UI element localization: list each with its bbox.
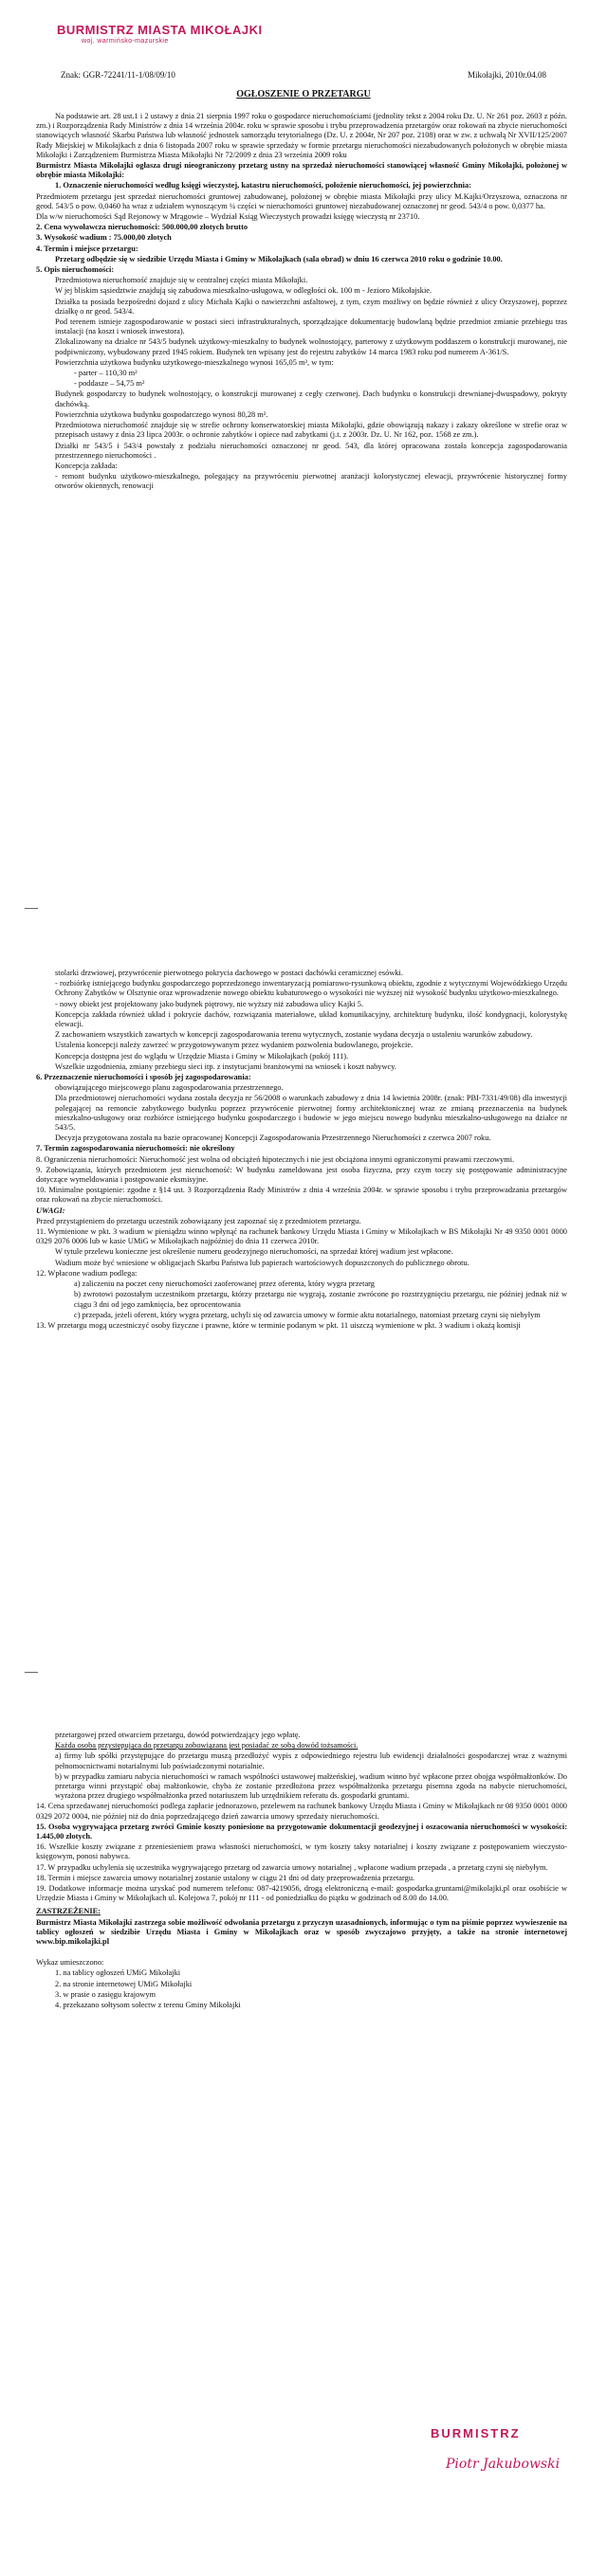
- zastrzezenie-heading: ZASTRZEŻENIE:: [36, 1907, 101, 1916]
- section-5-b: W jej bliskim sąsiedztwie znajdują się zabudowa mieszkalno-usługowa, w odległości ok. 100 m - Jezioro Mikołajskie.: [55, 286, 432, 296]
- p3-b: Każda osoba przystępująca do przetargu zobowiązana jest posiadać ze sobą dowód tożsamości.: [55, 1741, 359, 1751]
- section-15: 15. Osoba wygrywająca przetarg zwróci Gminie koszty poniesione na przygotowanie dokumentacji geodezyjnej i oszacowania nieruchomości w wysokości: 1.445,00 złotych.: [36, 1822, 567, 1841]
- section-5-d: Pod terenem istnieje zagospodarowanie w postaci sieci infrastrukturalnych, sporządzające dokumentację budowlaną będzie przedmiot zmianie przebiegu tras instalacji (na koszt i wniosek inwestora).: [55, 317, 567, 336]
- p3-c: a) firmy lub spółki przystępujące do przetargu muszą przedłożyć wypis z odpowiedniego rejestru lub ewidencji działalności gospodarczej wraz z ważnymi pełnomocnictwami notarialnymi lub poświadczonymi notarialnie.: [55, 1751, 567, 1770]
- section-1-heading: 1. Oznaczenie nieruchomości według księgi wieczystej, katastru nieruchomości, położenie nieruchomości, jej powierzchnia:: [55, 181, 471, 190]
- wykaz-item-3: 3. w prasie o zasięgu krajowym: [55, 1989, 156, 1999]
- section-6-a: obowiązującego miejscowego planu zagospodarowania przestrzennego.: [55, 1083, 284, 1093]
- wykaz-item-4: 4. przekazano sołtysom sołectw z terenu Gminy Mikołajki: [55, 2001, 241, 2010]
- burmistrz-stamp: BURMISTRZ: [431, 2426, 521, 2440]
- section-11-b: W tytule przelewu konieczne jest określenie numeru geodezyjnego nieruchomości, na sprzedaż której wadium jest wpłacone.: [55, 1247, 453, 1257]
- wykaz-item-1: 1. na tablicy ogłoszeń UMiG Mikołajki: [55, 1968, 181, 1978]
- page-edge-mark: [25, 908, 38, 909]
- letterhead-subtitle: woj. warmińsko-mazurskie: [82, 38, 169, 45]
- section-18: 18. Termin i miejsce zawarcia umowy notarialnej zostanie ustalony w ciągu 21 dni od daty przeprowadzenia przetargu.: [36, 1873, 415, 1882]
- page3-body: [36, 1731, 567, 2011]
- section-5-i: Budynek gospodarczy to budynek wolnostojący, o konstrukcji murowanej z cegły czerwonej. Dach budynku o konstrukcji drewnianej-dwuspadowy, pokryty dachówką.: [55, 390, 567, 408]
- section-9: 9. Zobowiązania, których przedmiotem jest nieruchomość: W budynku zameldowana jest osoba fizyczna, przy czym toczy się postępowanie administracyjne dotyczące wymeldowania i postępowanie eksmisyjne.: [36, 1165, 567, 1185]
- section-5-c: Działka ta posiada bezpośredni dojazd z ulicy Michała Kajki o nawierzchni asfaltowej, z tym, czym możliwy on będzie również z ulicy Orzyszowej, poprzez działkę o nr geod. 543/4.: [55, 297, 567, 316]
- section-1-kw: Dla w/w nieruchomości Sąd Rejonowy w Mrągowie – Wydział Ksiąg Wieczystych prowadzi księgę wieczystą nr 23710.: [36, 212, 420, 222]
- section-17: 17. W przypadku uchylenia się uczestnika wygrywającego przetarg od zawarcia umowy notarialnej , wpłacone wadium przepada , a przetarg czyni się niebyłym.: [36, 1862, 548, 1872]
- section-19: 19. Dodatkowe informacje można uzyskać pod numerem telefonu: 087-4219056, drogą elektroniczną e-mail: gospodarka.gruntami@mikolajki.pl oraz osobiście w Urzędzie Miasta i Gminy w Mikołajkach ul. Kolejowa 7, pokój nr 111 - od poniedziałku do piątku w godzinach od 8.00 do 14.00.: [36, 1884, 567, 1903]
- section-14: 14. Cena sprzedawanej nieruchomości podlega zapłacie jednorazowo, przelewem na rachunek bankowy Urzędu Miasta i Gminy w Mikołajkach nr 08 9350 0001 0000 0329 2072 0004, nie później niż do dnia poprzedzającego dzień zawarcia umowy sprzedaży nieruchomości.: [36, 1802, 567, 1821]
- handwritten-signature: Piotr Jakubowski: [446, 2457, 561, 2472]
- p2-e: Z zachowaniem wszystkich zawartych w koncepcji zagospodarowania terenu wytycznych, zostanie wydana decyzja o ustaleniu warunków zabudowy.: [55, 1030, 533, 1040]
- section-6-c: Decyzja przygotowana została na bazie opracowanej Koncepcji Zagospodarowania Przestrzennego Nieruchomości z czerwca 2007 roku.: [55, 1134, 491, 1143]
- section-5-g: - parter – 110,30 m²: [74, 369, 138, 378]
- document-page-2: [0, 881, 607, 1668]
- page1-body: [36, 112, 567, 493]
- p3-d: b) w przypadku zamiaru nabycia nieruchomości w ramach wspólności ustawowej małżeńskiej, wadium winno być wpłacone przez obojga współmałżonków. Do przetargu winni przystąpić obaj małżonkowie, chyba że zostanie przedłożona przez współmałżonka przetargu pisemna zgoda na nabycie nieruchomości, wyrażona przez drugiego współmałżonka przed notariuszem lub urzędnikiem referatu ds. gospodarki gruntami.: [55, 1771, 567, 1801]
- section-5-n: - remont budynku użytkowo-mieszkalnego, polegający na przywróceniu pierwotnej aranżacji kolorystycznej elewacji, przywrócenie historycznej formy otworów okiennych, renowacji: [55, 472, 567, 491]
- p2-c: - nowy obiekt jest projektowany jako budynek piętrowy, nie wyższy niż zabudowa ulicy Kajki 5.: [55, 999, 364, 1008]
- section-5-heading: 5. Opis nieruchomości:: [36, 265, 115, 275]
- p2-d: Koncepcja zakłada również układ i pokrycie dachów, rozwiązania materiałowe, układ komunikacyjny, architekturę budynku, ilość kondygnacji, kolorystykę elewacji.: [55, 1009, 567, 1029]
- section-6-heading: 6. Przeznaczenie nieruchomości i sposób jej zagospodarowania:: [36, 1073, 251, 1082]
- p2-b: - rozbiórkę istniejącego budynku gospodarczego poprzedzonego inwentaryzacją pomiarowo-rysunkową obiektu, zgodnie z wytycznymi Wojewódzkiego Urzędu Ochrony Zabytków w Olsztynie oraz wprowadzenie nowego obiektu kubaturowego o wysokości nie wyższej niż wysokość budynku użytkowo-mieszkalnego.: [55, 979, 567, 998]
- section-3: 3. Wysokość wadium : 75.000,00 złotych: [36, 233, 172, 243]
- p2-h: Wszelkie uzgodnienia, zmiany przebiegu sieci itp. z instytucjami branżowymi na wniosek i koszt nabywcy.: [55, 1061, 396, 1071]
- zastrzezenie-body: Burmistrz Miasta Mikołajki zastrzega sobie możliwość odwołania przetargu z przyczyn uzasadnionych, informując o tym na piśmie poprzez wywieszenie na tablicy ogłoszeń w siedzibie Urzędu Miasta i Gminy w Mikołajkach oraz w sposób zwyczajowo przyjęty, a także na stronie internetowej www.bip.mikolajki.pl: [36, 1917, 567, 1947]
- section-12: 12. Wpłacone wadium podlega:: [36, 1268, 138, 1278]
- p3-a: przetargowej przed otwarciem przetargu, dowód potwierdzający jego wpłatę.: [55, 1731, 301, 1739]
- section-5-f: Powierzchnia użytkowa budynku użytkowego-mieszkalnego wynosi 165,05 m², w tym:: [55, 357, 334, 367]
- page2-body: [36, 969, 567, 1332]
- section-12-a: a) zaliczeniu na poczet ceny nieruchomości zaoferowanej przez oferenta, który wygra przetarg: [74, 1279, 375, 1289]
- reference-line: [61, 70, 546, 80]
- letterhead-title: BURMISTRZ MIASTA MIKOŁAJKI: [57, 23, 263, 37]
- announcement: Burmistrz Miasta Mikołajki ogłasza drugi nieograniczony przetarg ustny na sprzedaż nieruchomości stanowiącej własność Gminy Mikołajki, położonej w obrębie miasta Mikołajki:: [36, 161, 567, 180]
- section-10: 10. Minimalne postąpienie: zgodne z §14 ust. 3 Rozporządzenia Rady Ministrów z dnia 4 września 2004r. w sprawie sposobu i trybu przeprowadzania przetargów oraz rokowań na zbycie nieruchomości.: [36, 1186, 567, 1205]
- wykaz-item-2: 2. na stronie internetowej UMiG Mikołajki: [55, 1979, 193, 1988]
- wykaz-heading: Wykaz umieszczono:: [36, 1958, 104, 1968]
- section-8: 8. Ograniczenia nieruchomości: Nieruchomość jest wolna od obciążeń hipotecznych i nie jest obciążona innymi ograniczonymi prawami rzeczowymi.: [36, 1154, 515, 1164]
- section-5-h: - poddasze – 54,75 m²: [74, 379, 145, 389]
- section-7: 7. Termin zagospodarowania nieruchomości: nie określony: [36, 1144, 235, 1153]
- section-12-c: c) przepada, jeżeli oferent, który wygra przetarg, uchyli się od zawarcia umowy w formie aktu notarialnego, natomiast przetarg czyni się niebyłym: [74, 1310, 541, 1319]
- section-4-heading: 4. Termin i miejsce przetargu:: [36, 244, 138, 253]
- intro-paragraph: Na podstawie art. 28 ust.1 i 2 ustawy z dnia 21 sierpnia 1997 roku o gospodarce nieruchomościami (jednolity tekst z 2004 roku Dz. U. Nr 261 poz. 2603 z późn. zm.) i Rozporządzenia Rady Ministrów z dnia 14 września 2004r. roku w sprawie sposobu i trybu przeprowadzenia przetargów oraz rokowań na zbycie nieruchomości stanowiących własność Skarbu Państwa lub własność jednostek samorządu terytorialnego (Dz. U. z 2004r, Nr 207 poz. 2108) oraz w zw. z uchwałą Nr XVII/125/2007 Rady Miejskiej w Mikołajkach z dnia 6 listopada 2007 roku w sprawie sprzedaży w formie przetargu nieruchomości niezabudowanych położonych w obrębie miasta Mikołajki i Zarządzeniem Burmistrza Miasta Mikołajki Nr 72/2009 z dnia 23 września 2009 roku: [36, 112, 567, 159]
- document-title: OGŁOSZENIE O PRZETARGU: [236, 89, 371, 100]
- section-5-a: Przedmiotowa nieruchomość znajduje się w centralnej części miasta Mikołajki.: [55, 276, 308, 285]
- section-5-j: Powierzchnia użytkowa budynku gospodarczego wynosi 80,28 m².: [55, 409, 268, 419]
- section-6-b: Dla przedmiotowej nieruchomości wydana została decyzja nr 56/2008 o warunkach zabudowy z dnia 14 kwietnia 2008r. (znak: PBI-7331/49/08) dla inwestycji polegającej na remoncie zabytkowego budynku poprzez przywrócenie pierwotnej formy architektonicznej wraz ze zmianą przeznaczenia na budynek mieszkalno-usługowy oraz rozbiórce istniejącego budynku gospodarczego i budowie w jego miejscu nowego budynku mieszkalno-usługowego na działce nr 543/5.: [55, 1094, 567, 1133]
- place-date: Mikołajki, 2010r.04.08: [468, 70, 546, 80]
- p2-a: stolarki drzwiowej, przywrócenie pierwotnego pokrycia dachowego w postaci dachówki ceramicznej esówki.: [55, 969, 403, 977]
- section-11: 11. Wymienione w pkt. 3 wadium w pieniądzu winno wpłynąć na rachunek bankowy Urzędu Miasta i Gminy w Mikołajkach w BS Mikołajki Nr 49 9350 0001 0000 0329 2076 0006 lub w kasie UMiG w Mikołajkach najpóźniej do dnia 11 czerwca 2010r.: [36, 1227, 567, 1246]
- section-4-body: Przetarg odbędzie się w siedzibie Urzędu Miasta i Gminy w Mikołajkach (sala obrad) w dniu 16 czerwca 2010 roku o godzinie 10.00.: [55, 254, 503, 263]
- p2-g: Koncepcja dostępna jest do wglądu w Urzędzie Miasta i Gminy w Mikołajkach (pokój 111).: [55, 1051, 349, 1061]
- reference-number: Znak: GGR-72241/11-1/08/09/10: [61, 70, 175, 80]
- uwagi-a: Przed przystąpieniem do przetargu uczestnik zobowiązany jest zapoznać się z przedmiotem przetargu.: [36, 1216, 361, 1225]
- section-16: 16. Wszelkie koszty związane z przeniesieniem prawa własności nieruchomości, w tym koszty taksy notarialnej i koszty związane z postępowaniem wieczysto-księgowym, ponosi nabywca.: [36, 1842, 567, 1861]
- section-5-l: Działki nr 543/5 i 543/4 powstały z podziału nieruchomości oznaczonej nr geod. 543, dla której opracowana została koncepcja zagospodarowania przestrzennego nieruchomości .: [55, 441, 567, 460]
- uwagi-heading: UWAGI:: [36, 1206, 65, 1215]
- p2-f: Ustalenia koncepcji należy zawrzeć w przygotowywanym przez wydaniem pozwolenia budowlanego, projekcie.: [55, 1041, 414, 1050]
- section-1-body: Przedmiotem przetargu jest sprzedaż nieruchomości gruntowej zabudowanej, położonej w obrębie miasta Mikołajki przy ulicy M.Kajki/Orzyszowa, oznaczona nr geod. 543/5 o pow. 0,0460 ha wraz z udziałem wynoszącym ¼ części w nieruchomości gruntowej niezabudowanej oznaczonej nr geod. 543/4 o pow. 0,0377 ha.: [36, 191, 567, 210]
- section-5-m: Koncepcja zakłada:: [55, 461, 118, 470]
- section-2: 2. Cena wywoławcza nieruchomości: 500.000,00 złotych brutto: [36, 223, 248, 232]
- section-12-b: b) zwrotowi pozostałym uczestnikom przetargu, którzy przetargu nie wygrają, zostanie zwrócone po rozstrzygnięciu przetargu, nie później jednak niż w ciągu 3 dni od jego zamknięcia, bez oprocentowania: [74, 1290, 567, 1309]
- section-5-k: Przedmiotowa nieruchomość znajduje się w strefie ochrony konserwatorskiej miasta Mikołajki, gdzie obowiązują nakazy i zakazy określone w strefie oraz w przepisach ustawy z dnia 23 lipca 2003r. o ochronie zabytków i opiece nad zabytkami (j.t. z 2003r. Dz. U. Nr 162, poz. 1568 ze zm.).: [55, 421, 567, 440]
- section-11-c: Wadium może być wniesione w obligacjach Skarbu Państwa lub papierach wartościowych dopuszczonych do publicznego obrotu.: [55, 1258, 469, 1267]
- section-5-e: Zlokalizowany na działce nr 543/5 budynek użytkowy-mieszkalny to budynek wolnostojący, parterowy z użytkowym poddaszem o konstrukcji murowanej, nie podpiwniczony, wybudowany przed 1945 rokiem. Budynek ten wpisany jest do rejestru zabytków 14 marca 1983 roku pod numerem A-361/S.: [55, 337, 567, 356]
- section-13: 13. W przetargu mogą uczestniczyć osoby fizyczne i prawne, które w terminie podanym w pkt. 11 uiszczą wymienione w pkt. 3 wadium i okażą komisji: [36, 1320, 521, 1330]
- document-page-1: [0, 0, 607, 881]
- page-edge-mark: [25, 1672, 38, 1673]
